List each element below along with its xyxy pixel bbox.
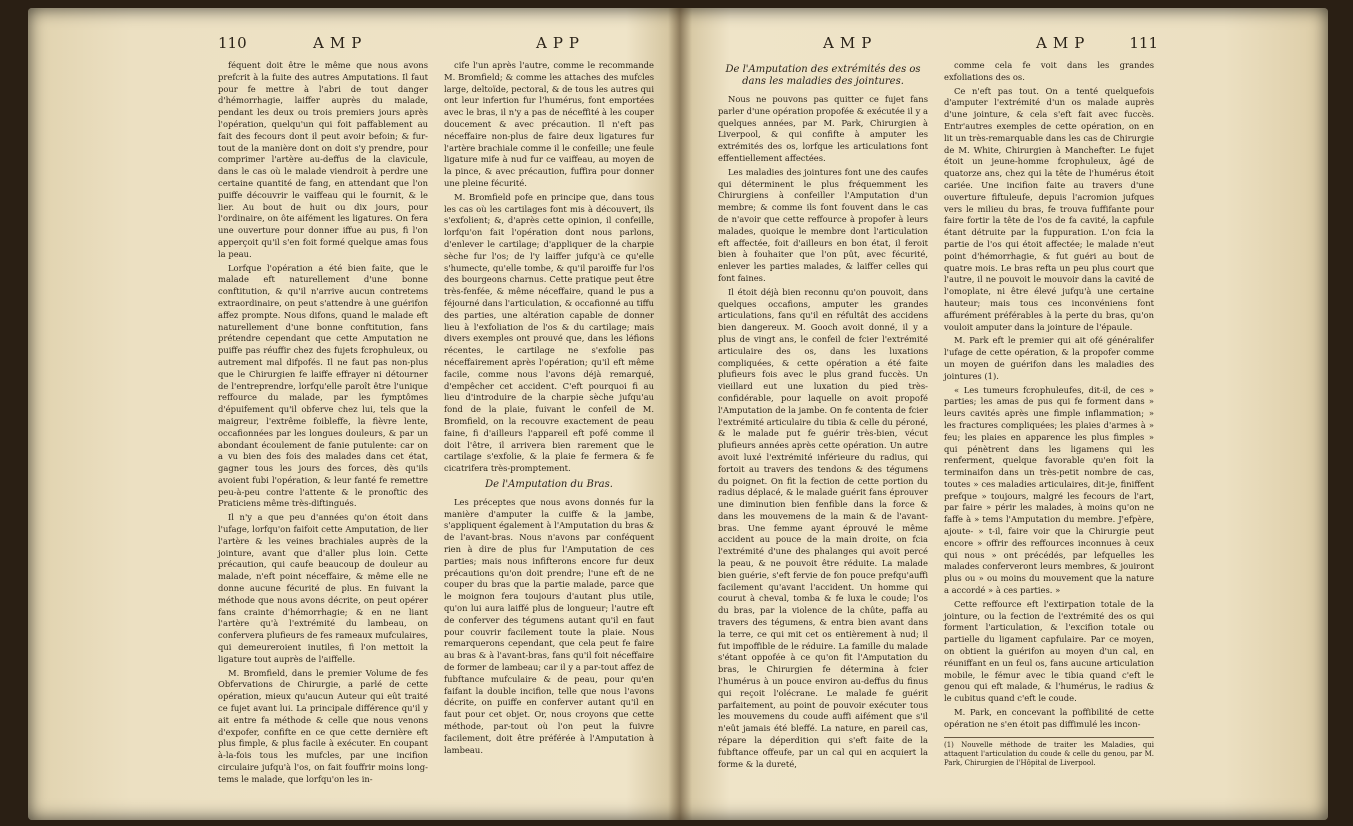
book-spine [668, 8, 692, 820]
paragraph: Les préceptes que nous avons donnés fur la manière d'amputer la cuiffe & la jambe, s'appliquent également à l'Amputation du bras & de l'avant-bras. Nous n'avons par conféquent rien à dire de plus fur l'Amputation de ces parties; mais nous infifterons encore fur deux précautions qu'on doit prendre; l'une eft de ne couper du bras que la partie malade, parce que le moignon fera toujours d'autant plus utile, qu'on lui aura laiffé plus de longueur; l'autre eft de conferver des tégumens autant qu'il en faut pour couvrir facilement toute la plaie. Nous remarquerons cependant, que cela peut fe faire au bras & à l'avant-bras, fans qu'il foit néceffaire de former de lambeau; car il y a par-tout affez de fubftance mufculaire & de peau, pour qu'en faifant la double incifion, telle que nous l'avons décrite, on puiffe en conferver autant qu'il en faut pour cet objet. Or, nous croyons que cette méthode, par-tout où l'on peut la fuivre facilement, doit être préférée à l'Amputation à lambeau. [444, 496, 654, 755]
section-heading: De l'Amputation du Bras. [485, 478, 613, 490]
paragraph: comme cela fe voit dans les grandes exfoliations des os. [944, 60, 1154, 82]
section-heading: De l'Amputation des extrémités des os dans les maladies des jointures. [725, 64, 921, 87]
left-page [218, 34, 658, 808]
paragraph: Les maladies des jointures font une des caufes qui déterminent le plus fréquemment les Chirurgiens à confeiller l'Amputation d'un membre; & comme ils font fouvent dans le cas de n'avoir que cette reffource à propofer à leurs malades, quoique le membre dont l'articulation eft affectée, foit d'ailleurs en bon état, il feroit bien à fouhaiter que l'on pût, avec fécurité, enlever les parties malades, & laiffer celles qui font faines. [718, 166, 928, 283]
page-number: 111 [1129, 34, 1158, 52]
paragraph: cife l'un après l'autre, comme le recommande M. Bromfield; & comme les attaches des mufcles large, deltoïde, pectoral, & de tous les autres qui ont leur infertion fur l'humérus, font emportées avec le bras, il n'y a pas de néceffité à les couper doucement & avec précaution. Il n'eft pas néceffaire non-plus de faire deux ligatures fur l'artère brachiale comme il le confeille; une feule ligature mife à nud fur ce vaiffeau, au moyen de la pince, & avec précaution, fuffira pour donner une pleine fécurité. [444, 60, 654, 188]
running-head-left: AMP [823, 34, 878, 52]
footnote: (1) Nouvelle méthode de traiter les Maladies, qui attaquent l'articulation du coude & celle du genou, par M. Park, Chirurgien de l'Hôpital de Liverpool. [944, 737, 1154, 768]
running-head-right: AMP [1036, 34, 1091, 52]
book-spread [28, 8, 1328, 820]
paragraph: M. Bromfield, dans le premier Volume de fes Obfervations de Chirurgie, a parlé de cette opération, mieux qu'aucun Auteur qui eût traité ce fujet avant lui. La principale différence qu'il y ait entre fa méthode & celle que nous venons d'expofer, confifte en ce que cette dernière eft plus fimple, & plus facile à exécuter. En coupant à-la-fois tous les mufcles, par une incifion circulaire jufqu'à l'os, on fait fouffrir moins long-tems le malade, que lorfqu'on les in- [218, 667, 428, 784]
paragraph: Lorfque l'opération a été bien faite, que le malade eft naturellement d'une bonne conftitution, & qu'il n'arrive aucun contretems extraordinaire, on peut s'attendre à une guérifon affez prompte. Nous difons, quand le malade eft naturellement d'une bonne conftitution, fans prétendre cependant que cette Amputation ne puiffe pas réuffir chez des fujets fcrophuleux, ou autrement mal difpofés. Il ne faut pas non-plus que le Chirurgien fe laiffe effrayer ni détourner de l'entreprendre, lorfqu'elle paroît être l'unique reffource du malade, par les fymptômes d'épuifement qu'il obferve chez lui, tels que la maigreur, l'extrême foibleffe, la fièvre lente, occafionnées par les longues douleurs, & par un abondant écoulement de fanie putulente: car on a vu bien des fois des malades dans cet état, gagner tous les jours des forces, dès qu'ils avoient fubi l'opération, & leur fanté fe remettre peu-à-peu contre l'attente & le pronoftic des Praticiens même très-diftingués. [218, 262, 428, 509]
right-column-b [944, 60, 1154, 790]
paragraph: M. Bromfield pofe en principe que, dans tous les cas où les cartilages font mis à découvert, ils s'exfolient; &, d'après cette opinion, il confeille, lorfqu'on fait l'opération dont nous parlons, d'enlever le cartilage; d'appliquer de la charpie sèche fur l'os; de l'y laiffer jufqu'à ce qu'elle s'humecte, qu'elle tombe, & qu'il paroiffe fur l'os des bourgeons charnus. Cette pratique peut être très-fenfée, & même néceffaire, quand le pus a féjourné dans l'articulation, & occafionné au tiffu des parties, une altération capable de donner lieu à l'exfoliation de l'os & du cartilage; mais divers exemples ont prouvé que, dans les léfions récentes, le cartilage ne s'exfolie pas néceffairement après l'opération; qu'il eft même facile, comme nous l'avons déjà remarqué, d'empêcher cet accident. C'eft pourquoi fi au lieu d'introduire de la charpie sèche jufqu'au fond de la plaie, fuivant le confeil de M. Bromfield, on la recouvre exactement de peau faine, fi d'ailleurs l'appareil eft pofé comme il doit l'être, il arrivera bien rarement que le cartilage s'exfolie, & la plaie fe fermera & fe cicatrifera très-promptement. [444, 191, 654, 474]
paragraph: Nous ne pouvons pas quitter ce fujet fans parler d'une opération propofée & exécutée il y a quelques années, par M. Park, Chirurgien à Liverpool, & qui confifte à amputer les extrémités des os, lorfque les articulations font effentiellement affectées. [718, 94, 928, 163]
left-column-a [218, 60, 428, 790]
paragraph: Ce n'eft pas tout. On a tenté quelquefois d'amputer l'extrémité d'un os malade auprès d'une jointure, & cela s'eft fait avec fuccès. Entr'autres exemples de cette opération, on en lit un très-remarquable dans les cas de Chirurgie de M. White, Chirurgien à Manchefter. Le fujet étoit un jeune-homme fcrophuleux, âgé de quatorze ans, chez qui la tête de l'humérus étoit cariée. Une incifion faite au travers d'une ouverture fiftuleufe, depuis l'acromion jufques vers le milieu du bras, fe trouva fuffifante pour faire fortir la tête de l'os de fa cavité, la capfule étant détruite par la fuppuration. L'on fcia la partie de l'os qui étoit affectée; le malade n'eut point d'hémorrhagie, & fut guéri au bout de quatre mois. Le bras refta un peu plus court que l'autre, il ne pouvoit le mouvoir dans la cavité de l'omoplate, ni être élevé jufqu'à une certaine hauteur; mais tous ces inconvéniens font affurément préférables à la perte du bras, qu'on vouloit amputer dans la jointure de l'épaule. [944, 85, 1154, 332]
paragraph: féquent doit être le même que nous avons prefcrit à la fuite des autres Amputations. Il faut pour fe mettre à l'abri de tout danger d'hémorrhagie, laiffer auprès du malade, pendant les deux ou trois premiers jours après l'opération, quelqu'un qui foit paffablement au fait des fecours dont il peut avoir befoin; & fur-tout de la manière dont on doit s'y prendre, pour comprimer l'artère au-deffus de la clavicule, dans le cas où le malade viendroit à perdre une certaine quantité de fang, en attendant que l'on puiffe découvrir le vaiffeau qui le fournit, & le lier. Au bout de huit ou dix jours, pour l'ordinaire, on ôte aifément les ligatures. On fera une ouverture pour donner iffue au pus, fi l'on apperçoit qu'il s'en foit formé quelque amas fous la peau. [218, 60, 428, 259]
paragraph: Il n'y a que peu d'années qu'on étoit dans l'ufage, lorfqu'on faifoit cette Amputation, de lier l'artère & les veines brachiales auprès de la jointure, avant que d'aller plus loin. Cette précaution, qui caufe beaucoup de douleur au malade, n'eft point néceffaire, & même elle ne donne aucune fécurité de plus. En fuivant la méthode que nous avons décrite, on peut opérer fans crainte d'hémorrhagie; & en ne liant l'artère qu'à l'extrémité du lambeau, on confervera plufieurs de fes rameaux mufculaires, qui demeureroient inutiles, fi l'on mettoit la ligature tout auprès de l'aiffelle. [218, 512, 428, 664]
paragraph: M. Park eft le premier qui ait ofé généralifer l'ufage de cette opération, & la propofer comme un moyen de guérifon dans les maladies des jointures (1). [944, 335, 1154, 381]
right-page [718, 34, 1158, 808]
right-column-a [718, 60, 928, 790]
running-head-right: APP [536, 34, 586, 52]
left-column-b [444, 60, 654, 790]
quotation: « Les tumeurs fcrophuleufes, dit-il, de ces » parties; les amas de pus qui fe forment dans » leurs cavités après une fimple inflammation; » les fractures compliquées; les plaies d'armes à » feu; les plaies en apparence les plus fimples » qui pénètrent dans les ligamens qui les renferment, quelque favorable qu'en foit la terminaifon dans un très-petit nombre de cas, toutes » ces maladies articulaires, dit-je, finiffent prefque » toujours, malgré les fecours de l'art, par faire » périr les malades, à moins qu'on ne faffe à » tems l'Amputation du membre. J'efpère, ajoute- » t-il, faire voir que la Chirurgie peut encore » offrir des reffources inconnues à ceux qui nous » ont précédés, par lefquelles les malades conferveront leurs membres, & jouiront plus ou » ou moins du mouvement que la nature a accordé » à ces parties. » [944, 384, 1154, 596]
running-head-left: AMP [313, 34, 368, 52]
left-page-header [218, 34, 658, 56]
paragraph: M. Park, en concevant la poffibilité de cette opération ne s'en étoit pas diffimulé les incon- [944, 707, 1154, 729]
paragraph: Il étoit déjà bien reconnu qu'on pouvoit, dans quelques occafions, amputer les grandes articulations, fans qu'il en réfultât des accidens bien dangereux. M. Gooch avoit donné, il y a plus de vingt ans, le confeil de fcier l'extrémité articulaire des os, dans les luxations compliquées, & cette opération a été faite plufieurs fois avec le plus grand fuccès. Un vieillard eut une luxation du pied très-confidérable, pour laquelle on avoit propofé l'Amputation de la jambe. On fe contenta de fcier l'extrémité articulaire du tibia & celle du péroné, & le malade put fe guérir très-bien, vécut plufieurs années après cette opération. Un autre avoit luxé l'extrémité inférieure du radius, qui fortoit au travers des tendons & des tégumens du poignet. On fit la fection de cette portion du radius déplacé, & le malade guérit fans éprouver une diminution bien fenfible dans la force & dans les mouvemens de la main & de l'avant-bras. Une femme ayant éprouvé le même accident au pouce de la main droite, on fcia l'extrémité d'une des phalanges qui avoit percé la peau, & ne pouvoit être réduite. La malade bien guérie, s'eft fervie de fon pouce prefqu'auffi facilement qu'avant l'accident. Un homme qui courut à cheval, tomba & fe luxa le coude; l'os du bras, par la violence de la chûte, paffa au travers des tégumens, & entra bien avant dans la terre, ce qui mit cet os entièrement à nud; il fut impoffible de le réduire. La famille du malade s'étant oppofée à ce qu'on fit l'Amputation du bras, le Chirurgien fe détermina à fcier l'humérus à un pouce environ au-deffus du finus qui reçoit l'olécrane. Le malade fe guérit parfaitement, au point de pouvoir exécuter tous les mouvemens du coude auffi aifément que s'il n'eût jamais été bleffé. La nature, en pareil cas, répare la déperdition qui s'eft faite de la fubftance offeufe, par un cal qui en acquiert la forme & la dureté, [718, 286, 928, 769]
page-number: 110 [218, 34, 247, 52]
right-page-header [718, 34, 1158, 56]
paragraph: Cette reffource eft l'extirpation totale de la jointure, ou la fection de l'extrémité des os qui forment l'articulation, & l'excifion totale ou partielle du ligament capfulaire. Par ce moyen, on obtient la guérifon au moyen d'un cal, en réuniffant en un feul os, fans aucune articulation mobile, le fémur avec le tibia quand c'eft le genou qui eft malade, & l'humérus, le radius & le cubitus quand c'eft le coude. [944, 598, 1154, 704]
